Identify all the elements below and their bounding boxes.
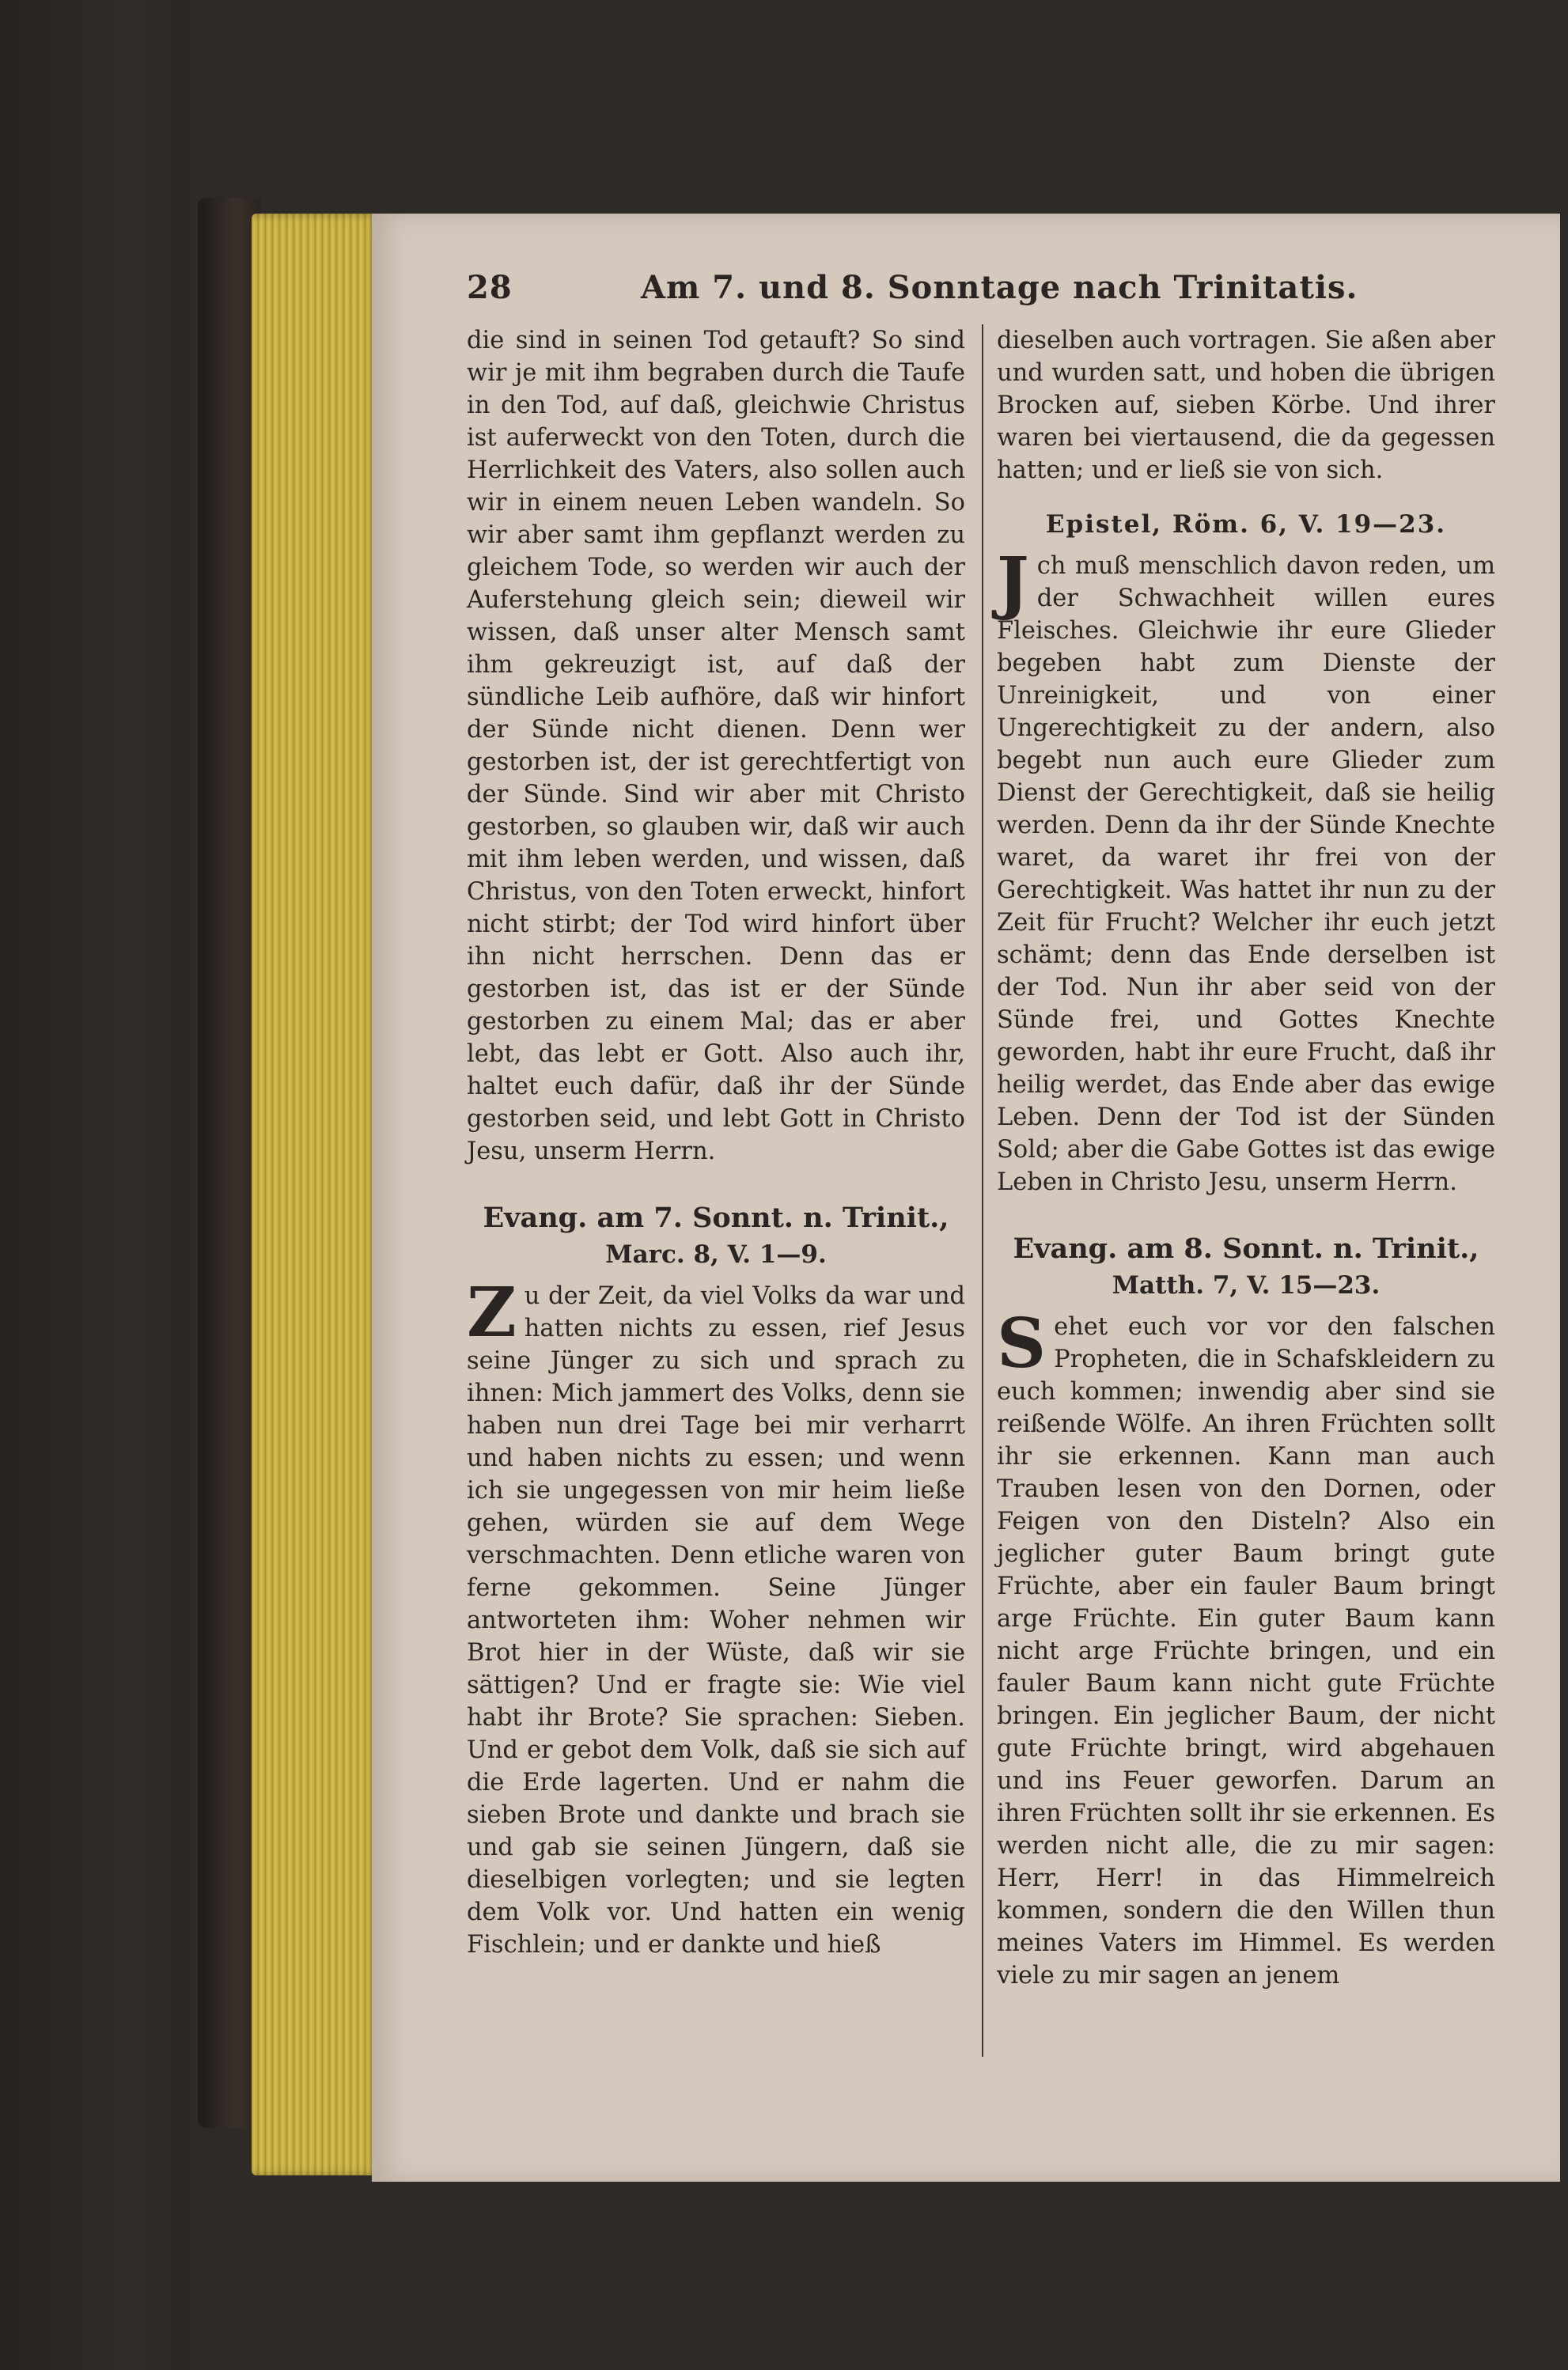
- page-edges: [252, 214, 378, 2175]
- epistle-body: ch muß menschlich davon reden, um der Schwachheit willen eures Fleisches. Gleichwie ihr eure Glieder begeben habt zum Dienste der Unreinigkeit, und von einer Ungerechtigkeit zu der andern, also begebt nun auch eure Glieder zum Dienst der Gerechtigkeit, daß sie heilig werden. Denn da ihr der Sünde Knechte waret, da waret ihr frei von der Gerechtigkeit. Was hattet ihr nun zu der Zeit für Frucht? Welcher ihr euch jetzt schämt; denn das Ende derselben ist der Tod. Nun ihr aber seid von der Sünde frei, und Gottes Knechte geworden, habt ihr eure Frucht, daß ihr heilig werdet, das Ende aber das ewige Leben. Denn der Tod ist der Sünden Sold; aber die Gabe Gottes ist das ewige Leben in Christo Jesu, unserm Herrn.: [997, 552, 1495, 1196]
- right-column: [997, 324, 1495, 1992]
- gospel-text: [997, 1304, 1495, 1992]
- section-heading: Evang. am 7. Sonnt. n. Trinit.,: [483, 1202, 949, 1234]
- drop-cap: J: [997, 543, 1029, 623]
- section-heading: Evang. am 8. Sonnt. n. Trinit.,: [1013, 1232, 1479, 1265]
- scripture-reference: Matth. 7, V. 15—23.: [1112, 1271, 1381, 1300]
- book-page: [372, 214, 1560, 2182]
- gospel-continuation: dieselben auch vortragen. Sie aßen aber und wurden satt, und hoben die übrigen Brocken auf, sieben Körbe. Und ihrer waren bei viertausend, die da gegessen hatten; und er ließ sie von sich.: [997, 327, 1495, 484]
- scripture-reference: Marc. 8, V. 1—9.: [605, 1240, 827, 1269]
- epistle-text: [997, 543, 1495, 1198]
- running-title: Am 7. und 8. Sonntage nach Trinitatis.: [641, 269, 1358, 306]
- gospel-text: [467, 1273, 965, 1961]
- text-columns: [467, 324, 1495, 1992]
- gospel-body: u der Zeit, da viel Volks da war und hatten nichts zu essen, rief Jesus seine Jünger zu sich und sprach zu ihnen: Mich jammert des Volks, denn sie haben nun drei Tage bei mir verharrt und haben nichts zu essen; und wenn ich sie ungegessen von mir heim ließe gehen, würden sie auf dem Wege verschmachten. Denn etliche waren von ferne gekommen. Seine Jünger antworteten ihm: Woher nehmen wir Brot hier in der Wüste, daß wir sie sättigen? Und er fragte sie: Wie viel habt ihr Brote? Sie sprachen: Sieben. Und er gebot dem Volk, daß sie sich auf die Erde lagerten. Und er nahm die sieben Brote und dankte und brach sie und gab sie seinen Jüngern, daß sie dieselbigen vorlegten; und sie legten dem Volk vor. Und hatten ein wenig Fischlein; und er dankte und hieß: [467, 1282, 965, 1959]
- column-divider: [982, 324, 983, 2057]
- drop-cap: Z: [467, 1273, 517, 1353]
- page-header: [467, 269, 1495, 324]
- epistle-continuation: die sind in seinen Tod getauft? So sind wir je mit ihm begraben durch die Taufe in den Tod, auf daß, gleichwie Christus ist auferweckt von den Toten, durch die Herrlichkeit des Vaters, also sollen auch wir in einem neuen Leben wandeln. So wir aber samt ihm gepflanzt werden zu gleichem Tode, so werden wir auch der Auferstehung gleich sein; dieweil wir wissen, daß unser alter Mensch samt ihm gekreuzigt ist, auf daß der sündliche Leib aufhöre, daß wir hinfort der Sünde nicht dienen. Denn wer gestorben ist, der ist gerechtfertigt von der Sünde. Sind wir aber mit Christo gestorben, so glauben wir, daß wir auch mit ihm leben werden, und wissen, daß Christus, von den Toten erweckt, hinfort nicht stirbt; der Tod wird hinfort über ihn nicht herrschen. Denn das er gestorben ist, das ist er der Sünde gestorben zu einem Mal; das er aber lebt, das lebt er Gott. Also auch ihr, haltet euch dafür, daß ihr der Sünde gestorben seid, und lebt Gott in Christo Jesu, unserm Herrn.: [467, 327, 965, 1165]
- page-number: 28: [467, 269, 513, 306]
- page-content: [467, 269, 1495, 1992]
- drop-cap: S: [997, 1304, 1047, 1384]
- epistle-heading: Epistel, Röm. 6, V. 19—23.: [1045, 510, 1447, 539]
- left-column: [467, 324, 965, 1992]
- photo-background: [0, 0, 190, 2370]
- gospel-body: ehet euch vor vor den falschen Propheten, die in Schafskleidern zu euch kommen; inwendig aber sind sie reißende Wölfe. An ihren Früchten sollt ihr sie erkennen. Kann man auch Trauben lesen von den Dornen, oder Feigen von den Disteln? Also ein jeglicher guter Baum bringt gute Früchte, aber ein fauler Baum bringt arge Früchte. Ein guter Baum kann nicht arge Früchte bringen, und ein fauler Baum kann nicht gute Früchte bringen. Ein jeglicher Baum, der nicht gute Früchte bringt, wird abgehauen und ins Feuer geworfen. Darum an ihren Früchten sollt ihr sie erkennen. Es werden nicht alle, die zu mir sagen: Herr, Herr! in das Himmelreich kommen, sondern die den Willen thun meines Vaters im Himmel. Es werden viele zu mir sagen an jenem: [997, 1313, 1495, 1990]
